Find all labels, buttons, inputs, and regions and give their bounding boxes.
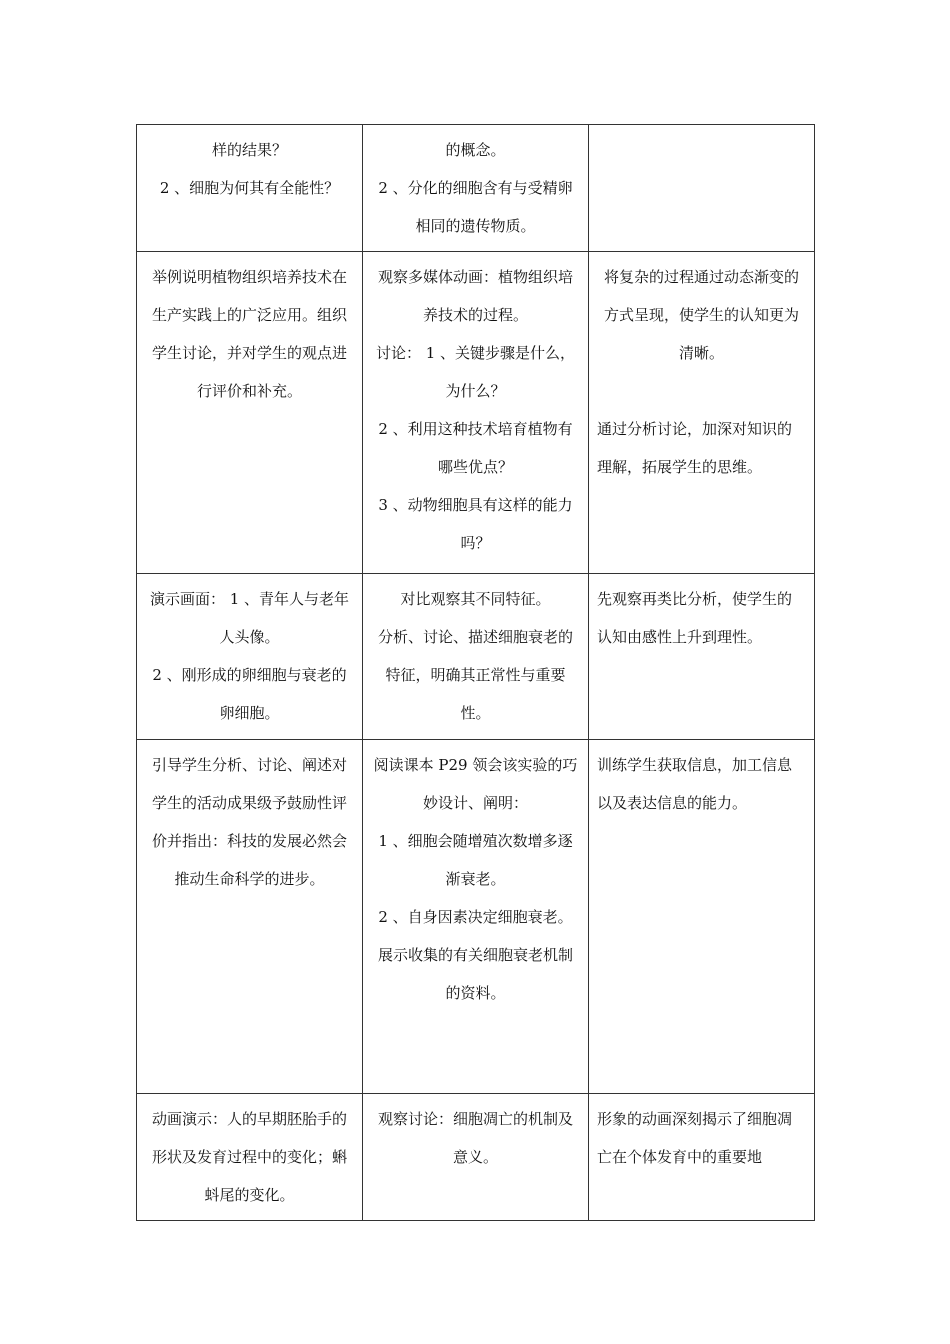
cell-text: 演示画面： 1 、青年人与老年人头像。 (149, 590, 350, 646)
student-activity-cell (363, 740, 589, 1094)
student-activity-cell (363, 1094, 589, 1221)
cell-text: 举例说明植物组织培养技术在生产实践上的广泛应用。组织学生讨论，并对学生的观点进行评价和补充。 (151, 268, 347, 400)
cell-text: 将复杂的过程通过动态渐变的方式呈现，使学生的认知更为清晰。 (603, 268, 799, 362)
table-row (137, 125, 815, 252)
table-row (137, 1094, 815, 1221)
design-intent-cell (589, 1094, 815, 1221)
teacher-activity-cell (137, 1094, 363, 1221)
cell-text: 2 、分化的细胞含有与受精卵相同的遗传物质。 (378, 179, 573, 235)
design-intent-cell (589, 125, 815, 252)
cell-text: 训练学生获取信息，加工信息以及表达信息的能力。 (597, 756, 793, 812)
cell-text: 2 、自身因素决定细胞衰老。 (378, 908, 573, 926)
cell-text: 展示收集的有关细胞衰老机制的资料。 (377, 946, 573, 1002)
table-row (137, 252, 815, 574)
design-intent-cell (589, 740, 815, 1094)
cell-text: 2 、刚形成的卵细胞与衰老的卵细胞。 (152, 666, 347, 722)
teacher-activity-cell (137, 574, 363, 740)
student-activity-cell (363, 574, 589, 740)
teacher-activity-cell (137, 125, 363, 252)
cell-text: 3 、动物细胞具有这样的能力吗？ (378, 496, 573, 552)
student-activity-cell (363, 252, 589, 574)
design-intent-cell (589, 252, 815, 574)
table-row (137, 740, 815, 1094)
cell-text: 形象的动画深刻揭示了细胞凋亡在个体发育中的重要地 (597, 1110, 793, 1166)
design-intent-cell (589, 574, 815, 740)
cell-text: 分析、讨论、描述细胞衰老的特征，明确其正常性与重要性。 (377, 628, 573, 722)
lesson-table (136, 124, 815, 1221)
cell-text: 观察多媒体动画：植物组织培养技术的过程。 (377, 268, 573, 324)
cell-text: 样的结果？ (211, 141, 287, 159)
table-row (137, 574, 815, 740)
cell-text: 讨论： 1 、关键步骤是什么，为什么？ (375, 344, 576, 400)
teacher-activity-cell (137, 740, 363, 1094)
cell-text: 观察讨论：细胞凋亡的机制及意义。 (377, 1110, 573, 1166)
teacher-activity-cell (137, 252, 363, 574)
cell-text: 引导学生分析、讨论、阐述对学生的活动成果级予鼓励性评价并指出：科技的发展必然会推动生命科学的进步。 (151, 756, 347, 888)
cell-text: 先观察再类比分析，使学生的认知由感性上升到理性。 (597, 590, 793, 646)
cell-text: 2 、利用这种技术培育植物有哪些优点？ (378, 420, 573, 476)
cell-text: 对比观察其不同特征。 (400, 590, 551, 608)
cell-text: 动画演示：人的早期胚胎手的形状及发育过程中的变化；蝌蚪尾的变化。 (151, 1110, 347, 1204)
cell-text: 2 、细胞为何其有全能性？ (159, 179, 340, 197)
student-activity-cell (363, 125, 589, 252)
cell-text: 1 、细胞会随增殖次数增多逐渐衰老。 (378, 832, 573, 888)
cell-text: 通过分析讨论，加深对知识的理解，拓展学生的思维。 (597, 420, 793, 476)
cell-text: 阅读课本 P29 领会该实验的巧妙设计、阐明： (373, 756, 578, 812)
cell-text: 的概念。 (445, 141, 506, 159)
